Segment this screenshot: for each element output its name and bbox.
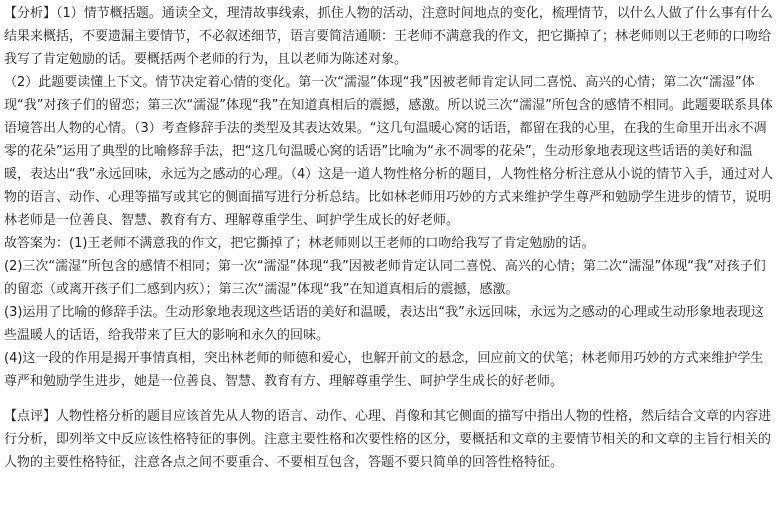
section-gap [4,393,776,405]
answer-3: (3)运用了比喻的修辞手法。生动形象地表现这些话语的美好和温暖，表达出“我”永远回味，永远为之感动的心理或生动形象地表现这些温暖人的话语，给我带来了巨大的影响和永久的回味。 [4,305,764,343]
answer-1: 故答案为：(1)王老师不满意我的作文，把它撕掉了；林老师则以王老师的口吻给我写了肯定勉励的话。 [4,236,595,251]
analysis-paragraph-1: 【分析】（1）情节概括题。通读全文，理清故事线索，抓住人物的活动，注意时间地点的变化，梳理情节，以什么人做了什么事有什么结果来概括，不要遗漏主要情节，不必叙述细节，语言要简洁通顺：王老师不满意我的作文，把它撕掉了；林老师则以王老师的口吻给我写了肯定勉励的话。要概括两个老师的行为，且以老师为陈述对象。 [4,6,773,67]
answer-2: (2)三次“濡湿”所包含的感情不相同；第一次“濡湿”体现“我”因被老师肯定认同二喜悦、高兴的心情；第二次“濡湿”体现“我”对孩子们的留恋（或离开孩子们二感到内疚）；第三次“濡湿”体现“我”在知道真相后的震撼，感激。 [4,259,766,297]
analysis-paragraph-2: （2）此题要读懂上下文。情节决定着心情的变化。第一次“濡湿”体现“我”因被老师肯定认同二喜悦、高兴的心情；第二次“濡湿”体现“我”对孩子们的留恋；第三次“濡湿”体现“我”在知道真相后的震撼，感激。所以说三次“濡湿”所包含的感情不相同。此题要联系具体语境答出人物的心情。（3）考查修辞手法的类型及其表达效果。“这几句温暖心窝的话语，都留在我的心里，在我的生命里开出永不凋零的花朵”运用了典型的比喻修辞手法，把“这几句温暖心窝的话语”比喻为“永不凋零的花朵”，生动形象地表现这些话语的美好和温暖，表达出“我”永远回味，永远为之感动的心理。（4）这是一道人物性格分析的题目，人物性格分析注意从小说的情节入手，通过对人物的语言、动作、心理等描写或其它的侧面描写进行分析总结。比如林老师用巧妙的方式来维护学生尊严和勉励学生进步的情节，说明林老师是一位善良、智慧、教育有方、理解尊重学生、呵护学生成长的好老师。 [4,75,774,228]
answer-4: (4)这一段的作用是揭开事情真相，突出林老师的师德和爱心，也解开前文的悬念，回应前文的伏笔；林老师用巧妙的方式来维护学生尊严和勉励学生进步，她是一位善良、智慧、教育有方、理解尊重学生、呵护学生成长的好老师。 [4,351,764,389]
comment-paragraph: 【点评】人物性格分析的题目应该首先从人物的语言、动作、心理、肖像和其它侧面的描写中指出人物的性格，然后结合文章的内容进行分析，即列举文中反应该性格特征的事例。注意主要性格和次要性格的区分，要概括和文章的主要情节相关的和文章的主旨行相关的人物的主要性格特征，注意各点之间不要重合、不要相互包含，答题不要只简单的回答性格特征。 [4,409,772,470]
